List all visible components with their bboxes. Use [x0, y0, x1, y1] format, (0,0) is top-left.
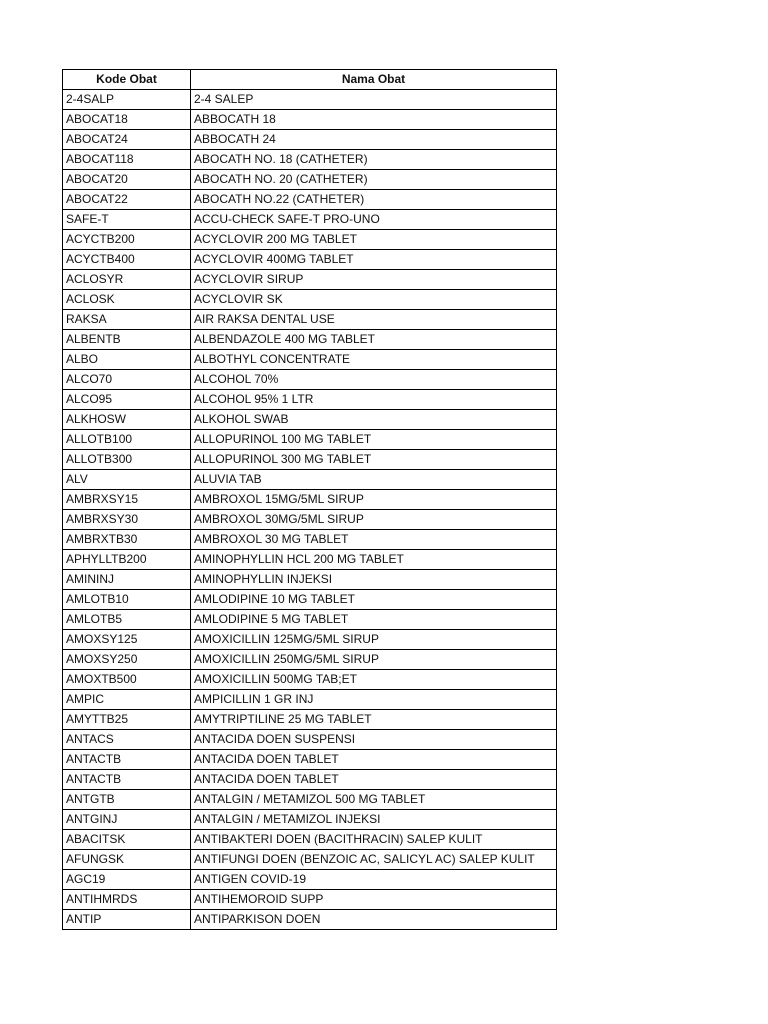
drug-name-cell: ANTALGIN / METAMIZOL INJEKSI: [191, 810, 557, 830]
drug-code-cell: ANTIHMRDS: [63, 890, 191, 910]
drug-code-cell: ANTACTB: [63, 750, 191, 770]
table-row: [63, 230, 557, 250]
drug-name-cell: ACYCLOVIR SK: [191, 290, 557, 310]
table-row: [63, 730, 557, 750]
drug-name-cell: ANTIPARKISON DOEN: [191, 910, 557, 930]
drug-code-cell: AMPIC: [63, 690, 191, 710]
table-row: [63, 250, 557, 270]
drug-name-cell: AMBROXOL 30MG/5ML SIRUP: [191, 510, 557, 530]
drug-code-cell: ACYCTB200: [63, 230, 191, 250]
drug-code-cell: AMBRXTB30: [63, 530, 191, 550]
column-header-nama-obat: Nama Obat: [191, 70, 557, 90]
drug-name-cell: ANTACIDA DOEN SUSPENSI: [191, 730, 557, 750]
table-row: [63, 150, 557, 170]
drug-code-cell: ANTACS: [63, 730, 191, 750]
drug-code-cell: ALLOTB300: [63, 450, 191, 470]
table-row: [63, 270, 557, 290]
drug-code-cell: AMININJ: [63, 570, 191, 590]
drug-name-cell: ACYCLOVIR SIRUP: [191, 270, 557, 290]
table-row: [63, 310, 557, 330]
drug-code-cell: ABACITSK: [63, 830, 191, 850]
table-row: [63, 430, 557, 450]
drug-code-cell: ANTGINJ: [63, 810, 191, 830]
drug-name-cell: AMOXICILLIN 250MG/5ML SIRUP: [191, 650, 557, 670]
table-row: [63, 570, 557, 590]
drug-code-cell: ABOCAT20: [63, 170, 191, 190]
drug-code-cell: AMBRXSY30: [63, 510, 191, 530]
drug-name-cell: ALKOHOL SWAB: [191, 410, 557, 430]
table-row: [63, 490, 557, 510]
table-header-row: [63, 70, 557, 90]
table-row: [63, 390, 557, 410]
drug-code-cell: AMLOTB10: [63, 590, 191, 610]
table-row: [63, 770, 557, 790]
drug-code-cell: ALV: [63, 470, 191, 490]
table-row: [63, 370, 557, 390]
table-row: [63, 470, 557, 490]
drug-code-cell: ACLOSYR: [63, 270, 191, 290]
drug-code-cell: ACYCTB400: [63, 250, 191, 270]
table-row: [63, 290, 557, 310]
drug-name-cell: ACYCLOVIR 200 MG TABLET: [191, 230, 557, 250]
drug-name-cell: AMBROXOL 15MG/5ML SIRUP: [191, 490, 557, 510]
drug-name-cell: ACCU-CHECK SAFE-T PRO-UNO: [191, 210, 557, 230]
table-row: [63, 450, 557, 470]
table-row: [63, 750, 557, 770]
table-row: [63, 530, 557, 550]
drug-name-cell: ALLOPURINOL 300 MG TABLET: [191, 450, 557, 470]
table-row: [63, 410, 557, 430]
drug-code-cell: ABOCAT22: [63, 190, 191, 210]
drug-code-cell: AMOXTB500: [63, 670, 191, 690]
drug-name-cell: ABOCATH NO.22 (CATHETER): [191, 190, 557, 210]
table-row: [63, 510, 557, 530]
drug-code-cell: RAKSA: [63, 310, 191, 330]
drug-code-cell: ALCO70: [63, 370, 191, 390]
table-row: [63, 910, 557, 930]
drug-name-cell: ANTACIDA DOEN TABLET: [191, 750, 557, 770]
drug-code-cell: 2-4SALP: [63, 90, 191, 110]
drug-name-cell: ANTALGIN / METAMIZOL 500 MG TABLET: [191, 790, 557, 810]
drug-name-cell: ABBOCATH 18: [191, 110, 557, 130]
drug-name-cell: AMOXICILLIN 500MG TAB;ET: [191, 670, 557, 690]
drug-code-cell: ALLOTB100: [63, 430, 191, 450]
table-row: [63, 170, 557, 190]
drug-code-cell: AMYTTB25: [63, 710, 191, 730]
drug-code-cell: ANTGTB: [63, 790, 191, 810]
drug-name-cell: AMPICILLIN 1 GR INJ: [191, 690, 557, 710]
drug-code-cell: ALBO: [63, 350, 191, 370]
drug-list-sheet: [62, 69, 556, 930]
drug-code-cell: SAFE-T: [63, 210, 191, 230]
drug-name-cell: ANTIBAKTERI DOEN (BACITHRACIN) SALEP KULIT: [191, 830, 557, 850]
drug-code-cell: AFUNGSK: [63, 850, 191, 870]
table-row: [63, 810, 557, 830]
drug-code-cell: AGC19: [63, 870, 191, 890]
table-row: [63, 790, 557, 810]
drug-code-cell: ACLOSK: [63, 290, 191, 310]
drug-name-cell: AMINOPHYLLIN HCL 200 MG TABLET: [191, 550, 557, 570]
drug-code-cell: ABOCAT118: [63, 150, 191, 170]
drug-code-cell: AMOXSY250: [63, 650, 191, 670]
table-row: [63, 210, 557, 230]
drug-name-cell: 2-4 SALEP: [191, 90, 557, 110]
table-row: [63, 610, 557, 630]
table-row: [63, 330, 557, 350]
table-row: [63, 630, 557, 650]
drug-code-cell: AMBRXSY15: [63, 490, 191, 510]
drug-code-cell: ANTACTB: [63, 770, 191, 790]
drug-name-cell: ALUVIA TAB: [191, 470, 557, 490]
drug-name-cell: AMYTRIPTILINE 25 MG TABLET: [191, 710, 557, 730]
table-row: [63, 130, 557, 150]
table-row: [63, 90, 557, 110]
drug-code-cell: ALBENTB: [63, 330, 191, 350]
drug-name-cell: ALCOHOL 95% 1 LTR: [191, 390, 557, 410]
drug-code-cell: APHYLLTB200: [63, 550, 191, 570]
drug-code-cell: ABOCAT18: [63, 110, 191, 130]
drug-name-cell: ACYCLOVIR 400MG TABLET: [191, 250, 557, 270]
drug-name-cell: AMOXICILLIN 125MG/5ML SIRUP: [191, 630, 557, 650]
table-row: [63, 590, 557, 610]
drug-name-cell: AMLODIPINE 5 MG TABLET: [191, 610, 557, 630]
table-row: [63, 890, 557, 910]
table-row: [63, 190, 557, 210]
drug-name-cell: ALLOPURINOL 100 MG TABLET: [191, 430, 557, 450]
drug-name-cell: ANTIGEN COVID-19: [191, 870, 557, 890]
drug-name-cell: AMLODIPINE 10 MG TABLET: [191, 590, 557, 610]
table-row: [63, 690, 557, 710]
drug-code-cell: AMOXSY125: [63, 630, 191, 650]
drug-code-cell: ABOCAT24: [63, 130, 191, 150]
drug-name-cell: AIR RAKSA DENTAL USE: [191, 310, 557, 330]
table-row: [63, 850, 557, 870]
table-body: [63, 90, 557, 930]
table-row: [63, 670, 557, 690]
table-row: [63, 870, 557, 890]
table-row: [63, 830, 557, 850]
drug-name-cell: ABOCATH NO. 20 (CATHETER): [191, 170, 557, 190]
drug-code-cell: ALKHOSW: [63, 410, 191, 430]
drug-name-cell: AMINOPHYLLIN INJEKSI: [191, 570, 557, 590]
drug-code-cell: AMLOTB5: [63, 610, 191, 630]
table-row: [63, 550, 557, 570]
drug-name-cell: ANTACIDA DOEN TABLET: [191, 770, 557, 790]
table-row: [63, 350, 557, 370]
drug-name-cell: ALCOHOL 70%: [191, 370, 557, 390]
drug-table: [62, 69, 557, 930]
drug-name-cell: ALBOTHYL CONCENTRATE: [191, 350, 557, 370]
column-header-kode-obat: Kode Obat: [63, 70, 191, 90]
table-row: [63, 650, 557, 670]
drug-name-cell: ABBOCATH 24: [191, 130, 557, 150]
drug-name-cell: AMBROXOL 30 MG TABLET: [191, 530, 557, 550]
drug-name-cell: ANTIHEMOROID SUPP: [191, 890, 557, 910]
drug-name-cell: ANTIFUNGI DOEN (BENZOIC AC, SALICYL AC) SALEP KULIT: [191, 850, 557, 870]
table-row: [63, 710, 557, 730]
drug-code-cell: ALCO95: [63, 390, 191, 410]
drug-name-cell: ABOCATH NO. 18 (CATHETER): [191, 150, 557, 170]
drug-name-cell: ALBENDAZOLE 400 MG TABLET: [191, 330, 557, 350]
drug-code-cell: ANTIP: [63, 910, 191, 930]
table-row: [63, 110, 557, 130]
